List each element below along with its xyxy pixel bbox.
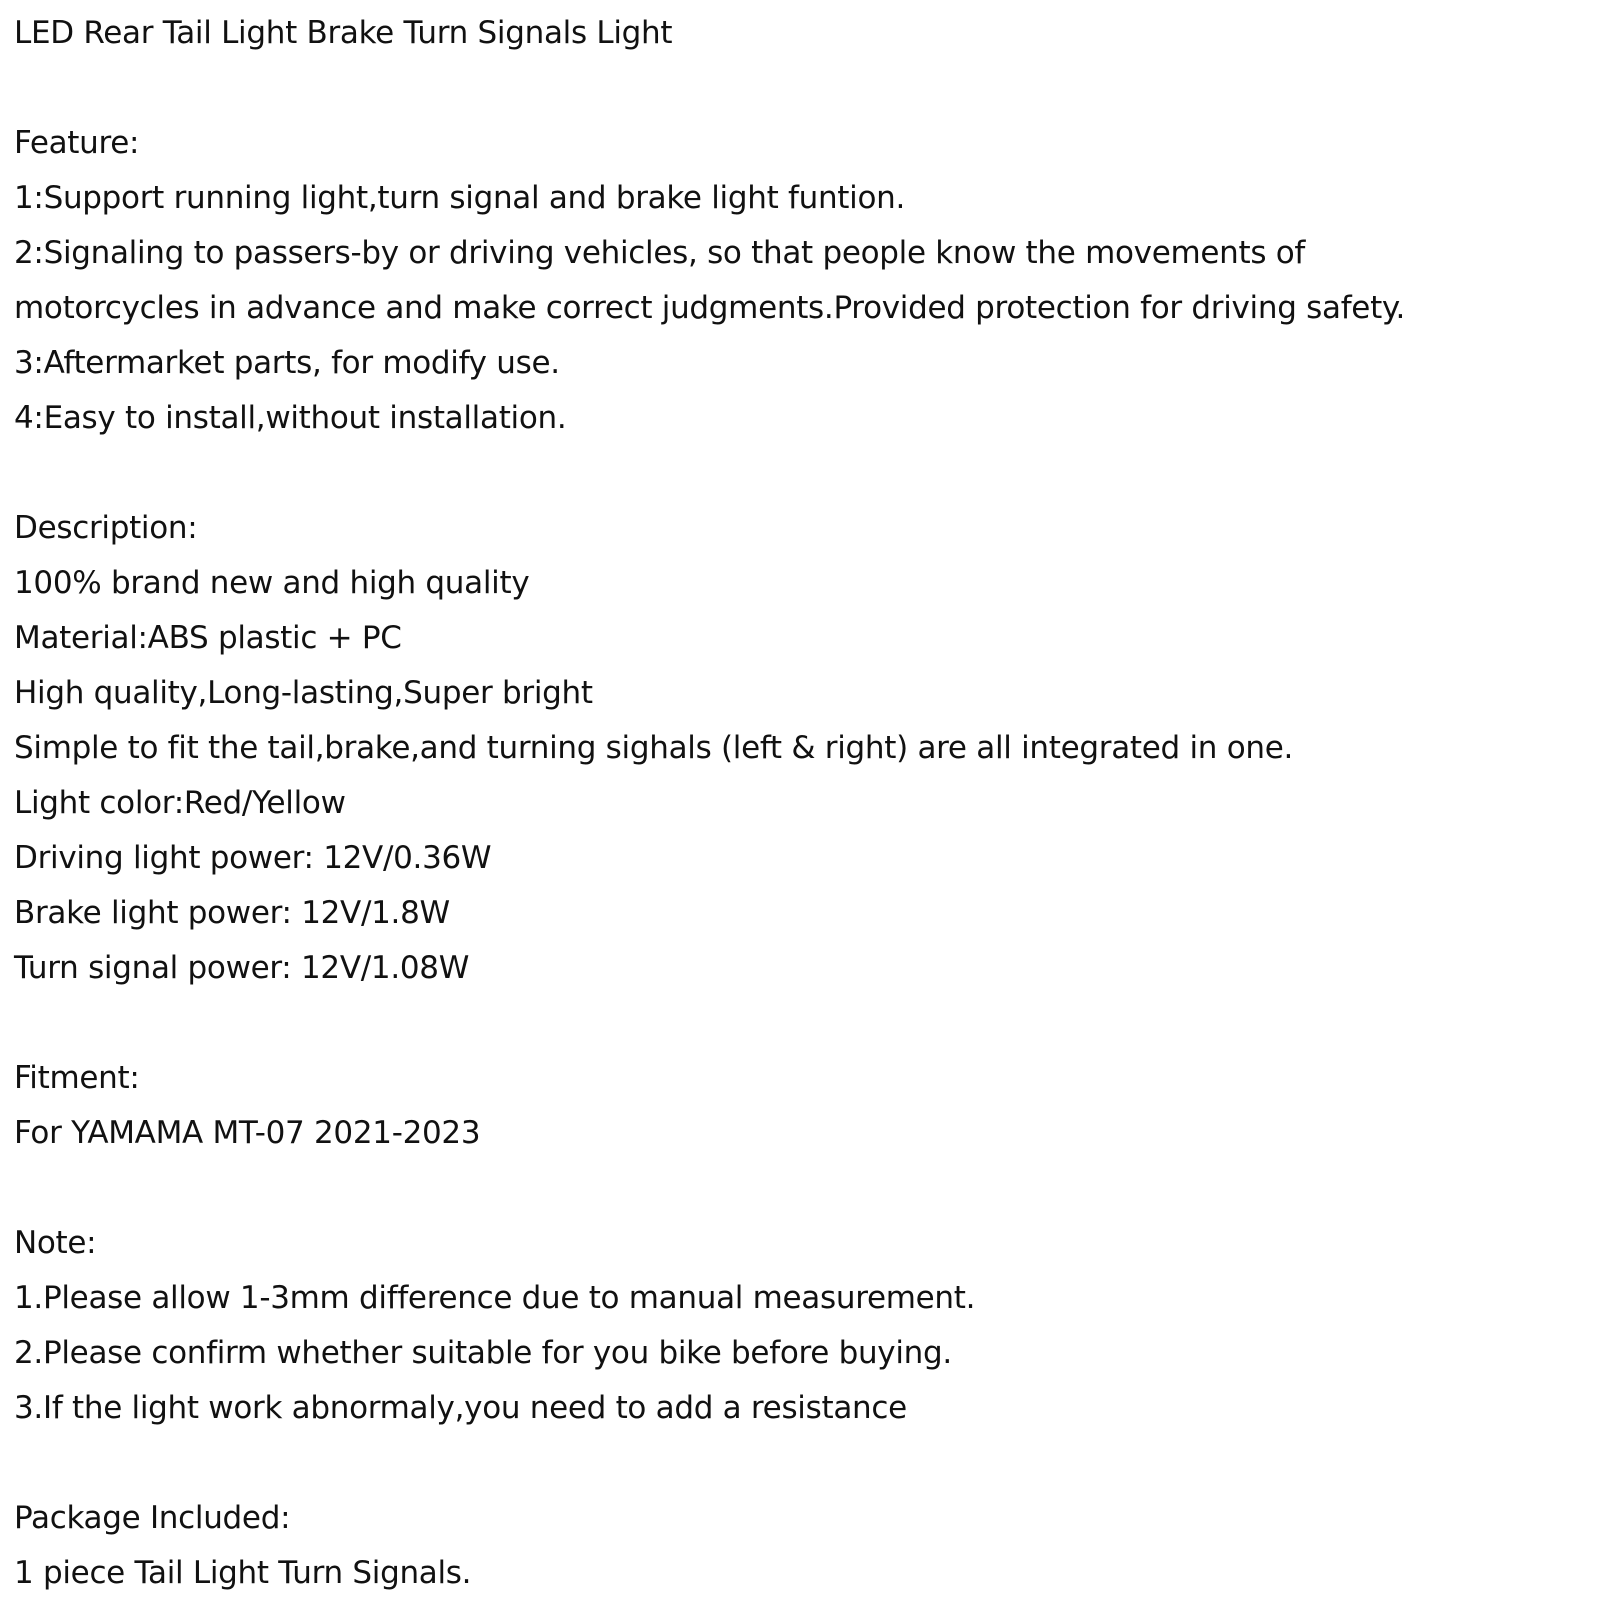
description-item: Light color:Red/Yellow: [14, 785, 346, 821]
package-section: [14, 1491, 1584, 1601]
feature-item: 4:Easy to install,without installation.: [14, 400, 567, 436]
feature-item: 2:Signaling to passers-by or driving vehicles, so that people know the movements of: [14, 235, 1306, 271]
note-heading: Note:: [14, 1225, 97, 1261]
feature-item: 1:Support running light,turn signal and brake light funtion.: [14, 180, 906, 216]
note-item: 3.If the light work abnormaly,you need to add a resistance: [14, 1390, 907, 1426]
feature-item: 3:Aftermarket parts, for modify use.: [14, 345, 560, 381]
note-section: [14, 1216, 1584, 1436]
spacer: [14, 996, 1584, 1051]
description-item: High quality,Long-lasting,Super bright: [14, 675, 593, 711]
fitment-heading: Fitment:: [14, 1060, 140, 1096]
product-title: LED Rear Tail Light Brake Turn Signals Light: [14, 15, 673, 51]
description-item: Turn signal power: 12V/1.08W: [14, 950, 470, 986]
spacer: [14, 1436, 1584, 1491]
feature-section: [14, 116, 1584, 446]
feature-heading: Feature:: [14, 125, 140, 161]
fitment-section: [14, 1051, 1584, 1161]
fitment-item: For YAMAMA MT-07 2021-2023: [14, 1115, 481, 1151]
description-section: [14, 501, 1584, 996]
note-item: 1.Please allow 1-3mm difference due to manual measurement.: [14, 1280, 976, 1316]
package-heading: Package Included:: [14, 1500, 291, 1536]
spacer: [14, 61, 1584, 116]
feature-item: motorcycles in advance and make correct judgments.Provided protection for driving safety.: [14, 290, 1406, 326]
description-heading: Description:: [14, 510, 198, 546]
description-item: Brake light power: 12V/1.8W: [14, 895, 450, 931]
product-description: [14, 6, 1584, 1601]
spacer: [14, 446, 1584, 501]
description-item: 100% brand new and high quality: [14, 565, 530, 601]
note-item: 2.Please confirm whether suitable for you bike before buying.: [14, 1335, 952, 1371]
description-item: Driving light power: 12V/0.36W: [14, 840, 492, 876]
description-item: Material:ABS plastic + PC: [14, 620, 402, 656]
description-item: Simple to fit the tail,brake,and turning sighals (left & right) are all integrated in one.: [14, 730, 1294, 766]
spacer: [14, 1161, 1584, 1216]
package-item: 1 piece Tail Light Turn Signals.: [14, 1555, 472, 1591]
